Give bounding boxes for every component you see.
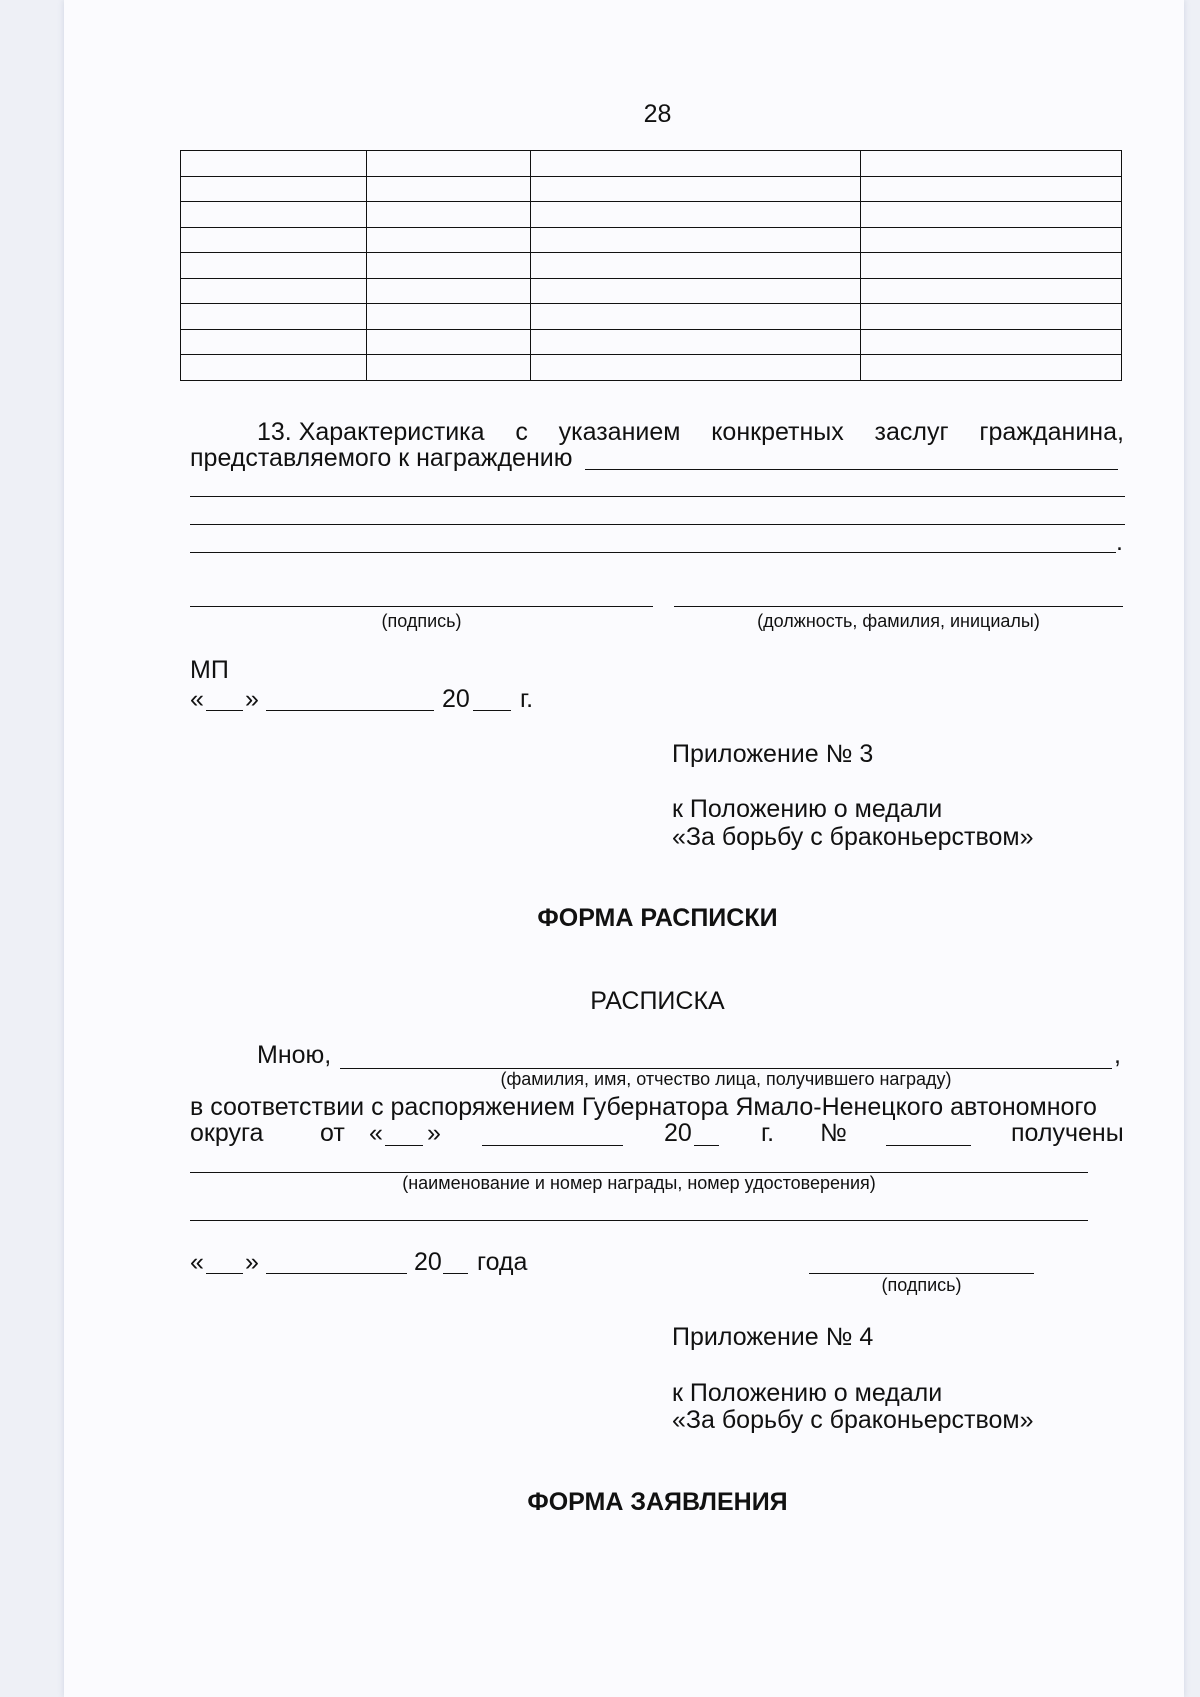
data-table — [180, 150, 1122, 381]
receipt-month-line[interactable] — [482, 1145, 623, 1146]
table-cell[interactable] — [366, 329, 530, 355]
table-row — [181, 253, 1122, 279]
table-cell[interactable] — [861, 202, 1122, 228]
position-caption: (должность, фамилия, инициалы) — [757, 611, 1040, 631]
table-cell[interactable] — [861, 176, 1122, 202]
appendix3-title: Приложение № 3 — [672, 740, 874, 768]
stamp-label: МП — [190, 656, 229, 684]
table-cell[interactable] — [861, 151, 1122, 177]
receipt-award-caption: (наименование и номер награды, номер удостоверения) — [402, 1173, 876, 1193]
date-month-line[interactable] — [266, 710, 434, 711]
table-cell[interactable] — [366, 202, 530, 228]
receipt-signature-caption: (подпись) — [881, 1275, 962, 1295]
receipt-day-line[interactable] — [385, 1145, 423, 1146]
table-cell[interactable] — [181, 355, 367, 381]
receipt-word: № — [820, 1119, 847, 1147]
receipt-word: округа — [190, 1119, 264, 1147]
table-cell[interactable] — [366, 278, 530, 304]
table-cell[interactable] — [366, 176, 530, 202]
table-cell[interactable] — [861, 278, 1122, 304]
table-cell[interactable] — [366, 355, 530, 381]
table-cell[interactable] — [181, 329, 367, 355]
receipt-date-open-quote: « — [190, 1248, 204, 1276]
table-row — [181, 151, 1122, 177]
table-cell[interactable] — [530, 304, 861, 330]
item13-line2: представляемого к награждению — [190, 444, 573, 472]
date-year-line[interactable] — [473, 710, 511, 711]
receipt-award-line[interactable] — [190, 1220, 1088, 1221]
item13-word: 13. Характеристика — [257, 418, 485, 446]
date-year-prefix: 20 — [442, 685, 470, 713]
item13-word: гражданина, — [979, 418, 1124, 446]
receipt-title: РАСПИСКА — [590, 987, 725, 1015]
receipt-signature-line[interactable] — [809, 1273, 1034, 1274]
table-cell[interactable] — [366, 151, 530, 177]
appendix4-line2: «За борьбу с браконьерством» — [672, 1406, 1034, 1434]
receipt-by-me-end: , — [1114, 1041, 1121, 1069]
table-cell[interactable] — [530, 176, 861, 202]
item13-fill-line[interactable] — [585, 469, 1118, 470]
table-row — [181, 355, 1122, 381]
receipt-word: от — [320, 1119, 345, 1147]
table-row — [181, 304, 1122, 330]
table-cell[interactable] — [530, 227, 861, 253]
receipt-date-year-line[interactable] — [443, 1273, 468, 1274]
receipt-number-line[interactable] — [886, 1145, 971, 1146]
receipt-word: « — [369, 1119, 383, 1147]
table-cell[interactable] — [366, 227, 530, 253]
date-year-suffix: г. — [520, 685, 534, 713]
position-line[interactable] — [674, 606, 1123, 607]
receipt-year-line[interactable] — [694, 1145, 719, 1146]
table-cell[interactable] — [530, 278, 861, 304]
date-close-quote: » — [245, 685, 259, 713]
table-cell[interactable] — [366, 304, 530, 330]
table-cell[interactable] — [861, 355, 1122, 381]
table-cell[interactable] — [181, 151, 367, 177]
table-cell[interactable] — [181, 278, 367, 304]
table-row — [181, 329, 1122, 355]
table-row — [181, 202, 1122, 228]
receipt-accordance-line: в соответствии с распоряжением Губернатора Ямало-Ненецкого автономного — [190, 1093, 1097, 1121]
table-cell[interactable] — [181, 304, 367, 330]
table-cell[interactable] — [181, 202, 367, 228]
appendix4-line1: к Положению о медали — [672, 1379, 943, 1407]
receipt-word: получены — [1011, 1119, 1124, 1147]
receipt-word: г. — [761, 1119, 775, 1147]
receipt-word: 20 — [664, 1119, 692, 1147]
table-cell[interactable] — [530, 202, 861, 228]
receipt-name-caption: (фамилия, имя, отчество лица, получившего награду) — [500, 1069, 952, 1089]
table-cell[interactable] — [181, 176, 367, 202]
table-cell[interactable] — [181, 227, 367, 253]
receipt-date-close-quote: » — [245, 1248, 259, 1276]
date-day-line[interactable] — [206, 710, 243, 711]
receipt-date-day-line[interactable] — [206, 1273, 243, 1274]
table-cell[interactable] — [530, 329, 861, 355]
appendix4-title: Приложение № 4 — [672, 1323, 874, 1351]
receipt-by-me: Мною, — [257, 1041, 332, 1069]
signature-line[interactable] — [190, 606, 653, 607]
table-cell[interactable] — [530, 253, 861, 279]
item13-fill-line[interactable] — [190, 524, 1125, 525]
item13-word: конкретных — [711, 418, 844, 446]
receipt-date-year-prefix: 20 — [414, 1248, 442, 1276]
table-cell[interactable] — [861, 304, 1122, 330]
table-cell[interactable] — [530, 151, 861, 177]
item13-fill-line[interactable] — [190, 552, 1116, 553]
table-cell[interactable] — [861, 253, 1122, 279]
appendix3-line1: к Положению о медали — [672, 795, 943, 823]
item13-word: с — [515, 418, 528, 446]
item13-word: указанием — [558, 418, 681, 446]
table-cell[interactable] — [366, 253, 530, 279]
receipt-date-month-line[interactable] — [266, 1273, 407, 1274]
page-number: 28 — [643, 100, 672, 128]
table-row — [181, 176, 1122, 202]
receipt-word: » — [427, 1119, 441, 1147]
table-cell[interactable] — [181, 253, 367, 279]
receipt-form-heading: ФОРМА РАСПИСКИ — [537, 904, 778, 932]
table-cell[interactable] — [861, 227, 1122, 253]
table-row — [181, 227, 1122, 253]
item13-end-mark: . — [1116, 528, 1123, 556]
item13-word: заслуг — [874, 418, 949, 446]
statement-form-heading: ФОРМА ЗАЯВЛЕНИЯ — [527, 1488, 788, 1516]
table-row — [181, 278, 1122, 304]
table-cell[interactable] — [530, 355, 861, 381]
receipt-date-year-word: года — [477, 1248, 528, 1276]
appendix3-line2: «За борьбу с браконьерством» — [672, 823, 1034, 851]
signature-caption: (подпись) — [381, 611, 462, 631]
item13-fill-line[interactable] — [190, 496, 1125, 497]
table-cell[interactable] — [861, 329, 1122, 355]
item13-line1 — [257, 418, 1124, 447]
date-open-quote: « — [190, 685, 204, 713]
